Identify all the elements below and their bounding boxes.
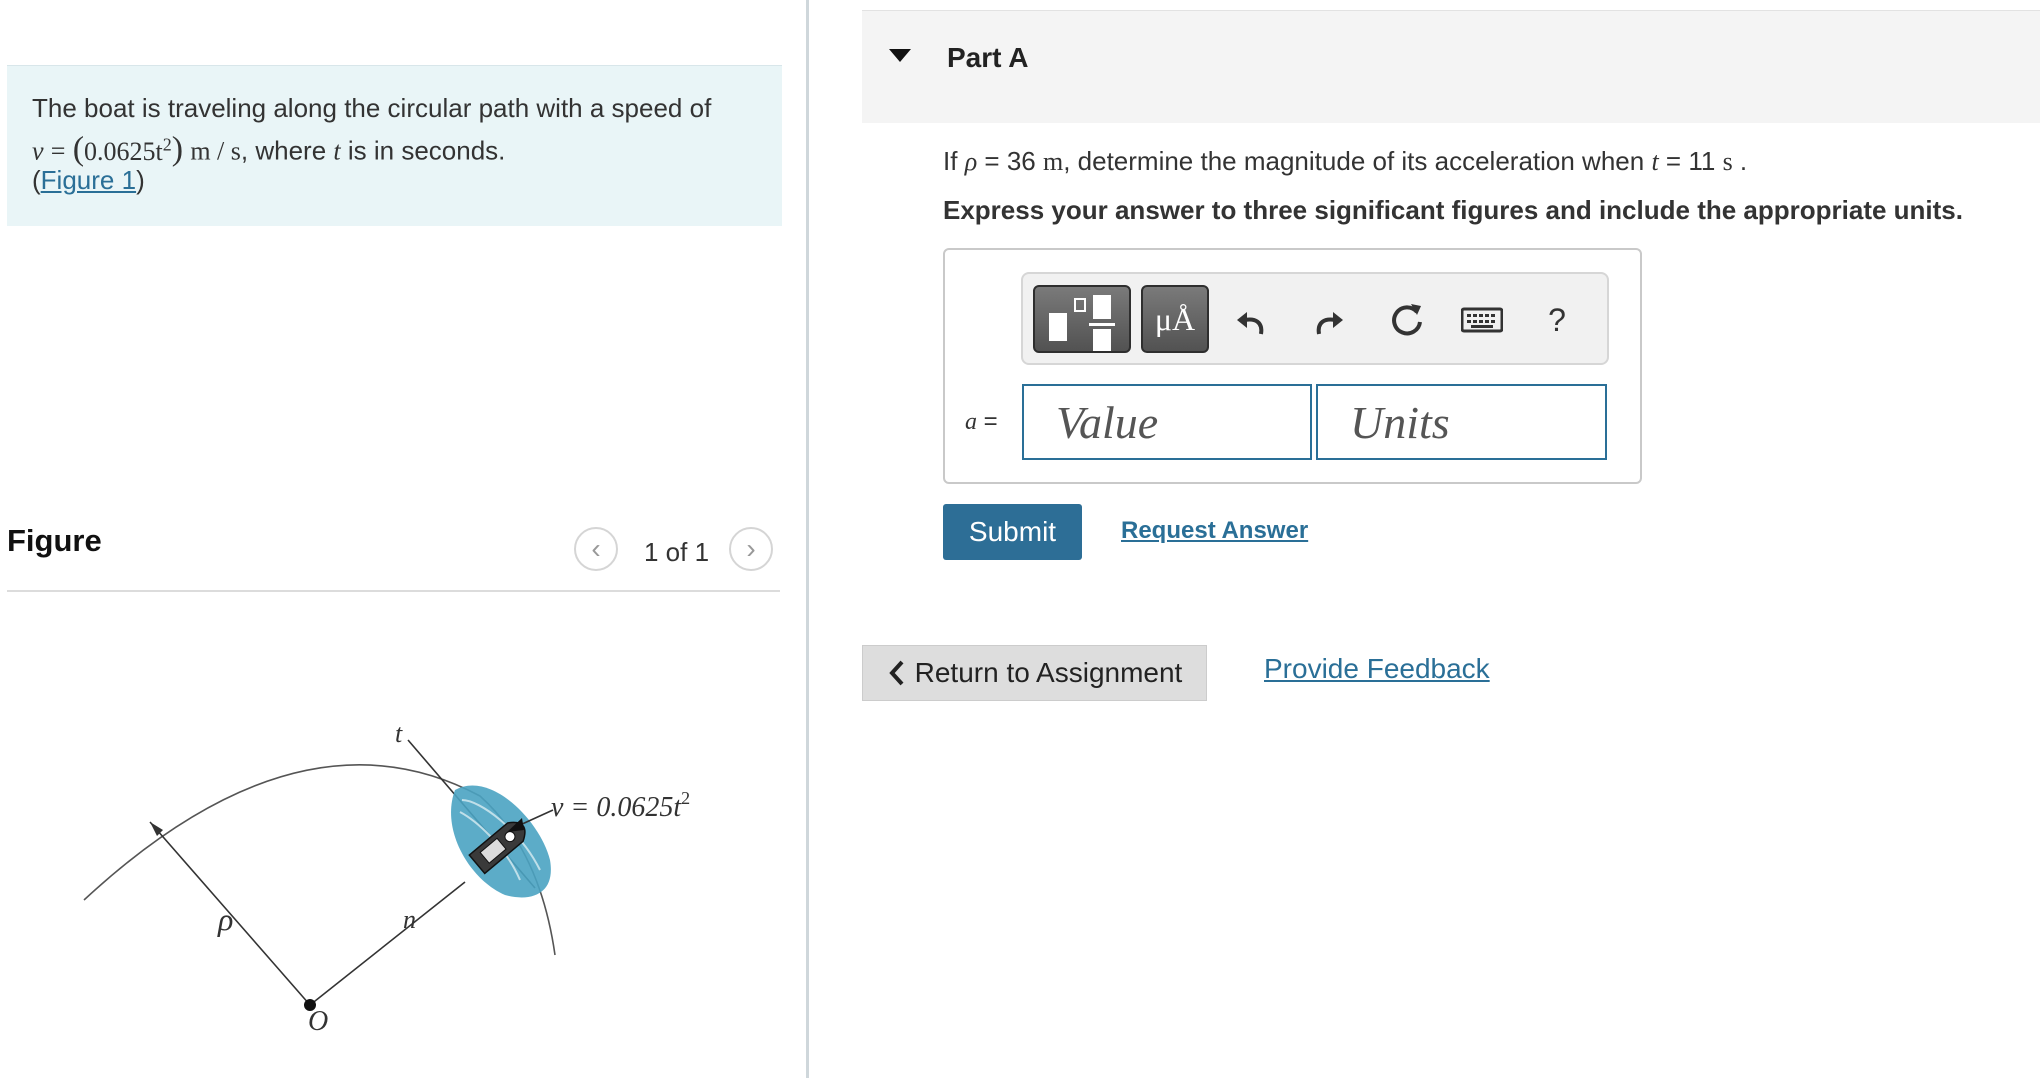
templates-button[interactable] xyxy=(1033,285,1131,353)
problem-text-line-1: The boat is traveling along the circular path with a speed of xyxy=(32,93,712,123)
problem-statement xyxy=(7,65,782,226)
figure-separator xyxy=(7,590,780,592)
part-a-header[interactable] xyxy=(862,11,2040,123)
figure-link-line: (Figure 1) xyxy=(32,165,145,195)
reset-button[interactable] xyxy=(1387,300,1427,340)
return-to-assignment-button[interactable]: Return to Assignment xyxy=(862,645,1207,701)
math-toolbar xyxy=(1021,272,1609,365)
label-t: t xyxy=(395,719,403,748)
reset-icon xyxy=(1387,300,1427,340)
keyboard-icon xyxy=(1461,306,1503,334)
provide-feedback-link[interactable]: Provide Feedback xyxy=(1264,653,1490,684)
value-input[interactable]: Value xyxy=(1022,384,1312,460)
part-a-title: Part A xyxy=(947,42,1029,73)
keyboard-button[interactable] xyxy=(1459,300,1505,340)
figure-page-count: 1 of 1 xyxy=(644,537,710,567)
request-answer-link[interactable]: Request Answer xyxy=(1121,517,1309,544)
answer-instruction: Express your answer to three significant figures and include the appropriate units. xyxy=(943,195,1963,225)
panel-divider xyxy=(806,0,809,1078)
normal-axis-line xyxy=(310,882,465,1005)
units-input[interactable]: Units xyxy=(1316,384,1607,460)
help-button[interactable]: ? xyxy=(1548,301,1566,338)
redo-icon xyxy=(1311,302,1347,338)
question-text: If ρ = 36 m, determine the magnitude of its acceleration when t = 11 s . xyxy=(943,146,1748,176)
prev-figure-button[interactable] xyxy=(574,527,618,571)
units-symbol-button[interactable]: μÅ xyxy=(1141,285,1209,353)
redo-button[interactable] xyxy=(1309,300,1349,340)
speed-expression: $0.0625t^2$ xyxy=(84,134,172,166)
submit-button[interactable]: Submit xyxy=(943,504,1082,560)
chevron-right-icon: › xyxy=(746,533,756,564)
boat-path-diagram xyxy=(0,600,806,1078)
label-velocity: $v = 0.0625t^2$ xyxy=(551,788,691,823)
collapse-triangle-icon[interactable] xyxy=(889,49,911,63)
undo-icon xyxy=(1233,302,1269,338)
figure-link[interactable]: Figure 1 xyxy=(40,165,137,195)
label-n: n xyxy=(403,905,416,934)
chevron-left-icon: ‹ xyxy=(591,533,601,564)
chevron-left-icon xyxy=(887,659,907,687)
problem-text-line-2: $v = (0.0625t^2)$ m / s, where t is in seconds. xyxy=(32,130,506,168)
undo-button[interactable] xyxy=(1231,300,1271,340)
answer-label: a = xyxy=(965,408,998,435)
next-figure-button[interactable] xyxy=(729,527,773,571)
figure-heading: Figure xyxy=(7,523,102,558)
label-rho: ρ xyxy=(218,901,234,937)
problem-panel xyxy=(0,0,806,1078)
label-origin: O xyxy=(308,1006,329,1037)
speed-units: m / s xyxy=(190,136,241,166)
fraction-template-icon xyxy=(1035,287,1133,355)
